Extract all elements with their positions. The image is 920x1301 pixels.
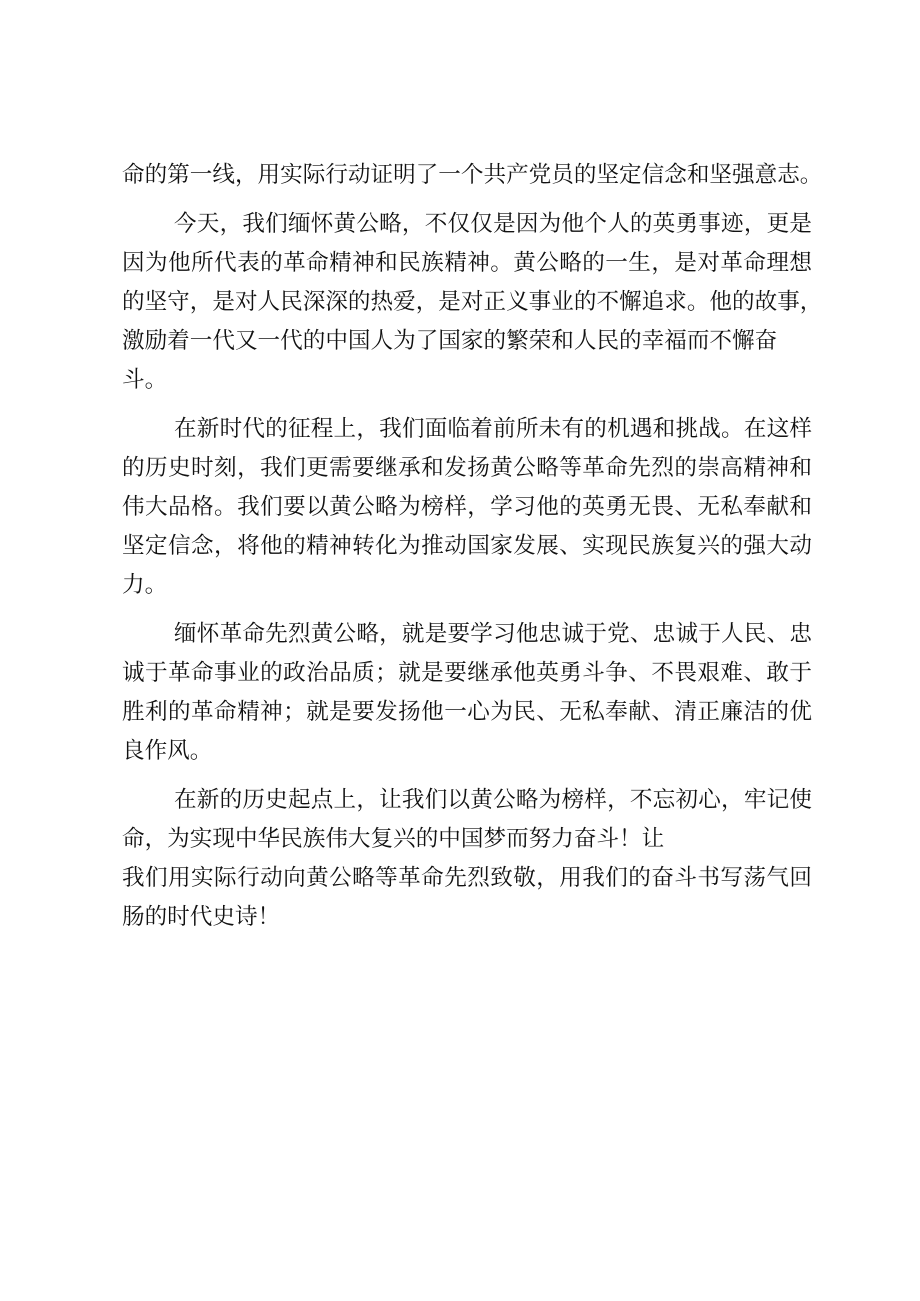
text-line: 坚定信念，将他的精神转化为推动国家发展、实现民族复兴的强大动 xyxy=(122,533,812,559)
text-line: 缅怀革命先烈黄公略，就是要学习他忠诚于党、忠诚于人民、忠 xyxy=(174,621,812,647)
text-line: 今天，我们缅怀黄公略，不仅仅是因为他个人的英勇事迹，更是 xyxy=(174,211,812,237)
text-line: 诚于革命事业的政治品质；就是要继承他英勇斗争、不畏艰难、敢于 xyxy=(122,660,812,686)
text-line: 我们用实际行动向黄公略等革命先烈致敬，用我们的奋斗书写荡气回 xyxy=(122,865,812,891)
paragraph xyxy=(122,615,812,771)
text-line: 肠的时代史诗！ xyxy=(122,904,281,930)
paragraph xyxy=(122,410,812,605)
text-line: 命的第一线，用实际行动证明了一个共产党员的坚定信念和坚强意志。 xyxy=(122,162,823,188)
text-line: 胜利的革命精神；就是要发扬他一心为民、无私奉献、清正廉洁的优 xyxy=(122,699,812,725)
text-line: 力。 xyxy=(122,572,168,598)
text-line: 的历史时刻，我们更需要继承和发扬黄公略等革命先烈的崇高精神和 xyxy=(122,455,812,481)
paragraph xyxy=(122,781,812,937)
text-line: 命，为实现中华民族伟大复兴的中国梦而努力奋斗！让 xyxy=(122,826,665,852)
paragraph xyxy=(122,205,823,400)
paragraph xyxy=(122,156,823,195)
text-line: 斗。 xyxy=(122,367,168,393)
text-line: 激励着一代又一代的中国人为了国家的繁荣和人民的幸福而不懈奋 xyxy=(122,328,778,354)
text-line: 的坚守，是对人民深深的热爱，是对正义事业的不懈追求。他的故事， xyxy=(122,289,823,315)
text-line: 良作风。 xyxy=(122,738,213,764)
text-line: 在新时代的征程上，我们面临着前所未有的机遇和挑战。在这样 xyxy=(174,416,812,442)
text-line: 伟大品格。我们要以黄公略为榜样，学习他的英勇无畏、无私奉献和 xyxy=(122,494,812,520)
text-line: 因为他所代表的革命精神和民族精神。黄公略的一生，是对革命理想 xyxy=(122,250,812,276)
document-body xyxy=(122,156,823,937)
text-line: 在新的历史起点上，让我们以黄公略为榜样，不忘初心，牢记使 xyxy=(174,787,812,813)
